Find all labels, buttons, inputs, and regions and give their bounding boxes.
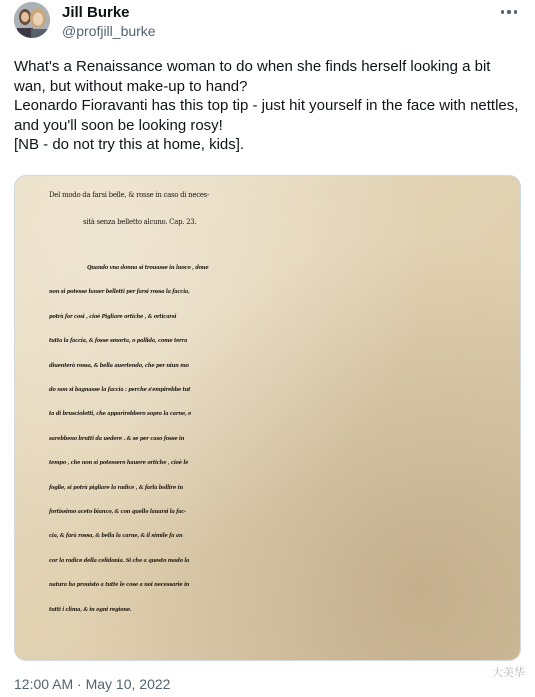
avatar-photo [14,2,50,38]
tweet-image[interactable] [14,175,521,661]
page-body-line: Quando vna donna si trouasse in luoco , doue [87,265,209,271]
more-options-icon[interactable] [497,2,521,22]
page-body-line: potrà far cosi , cioè Pigliare ortiche , & orticarsi [49,313,177,320]
page-body-line: diuenterà rossa, & bella auertendo, che per niun mo [49,362,189,369]
page-body-line: non si potesse hauer belletti per farsi rossa la faccia, [49,289,190,296]
page-body-line: do non si bagnasse la faccia : perche s'empirebbe tut [49,387,191,394]
page-body-line: tempo , che non si potessero hauere ortiche , cioè le [49,460,189,467]
tweet-timestamp[interactable]: 12:00 AM · May 10, 2022 [14,676,171,692]
tweet-line: [NB - do not try this at home, kids]. [14,136,245,153]
page-body-line: tutti i clima, & in ogni regione. [49,606,132,613]
page-body-line: tutta la faccia, & fosse smorta, o pallida, come terra [49,338,188,345]
page-body-line: foglie, si potrà pigliare la radice , & farla bollire in [49,484,183,491]
bleed-through-text [99,238,509,248]
author-name[interactable]: Jill Burke [62,4,130,21]
page-heading-line: sità senza belletto alcuno. Cap. 23. [83,218,197,226]
author-handle[interactable]: @profjill_burke [62,23,156,39]
page-body-line: fortissimo aceto bianco, & con quello lauarsi la fac- [49,509,187,516]
watermark: 大美华 [492,666,525,679]
page-body-line: ta di bruscioletti, che apparirebbero sopra la carne, e [49,411,192,418]
avatar[interactable] [14,2,50,38]
page-body-line: sarebbeno brutti da uedere . & se per caso fosse in [49,435,185,442]
book-page-text [49,184,509,622]
page-body-line: cia, & farà rossa, & bella la carne, & il simile fa an [49,533,183,540]
tweet-line: What's a Renaissance woman to do when she finds herself looking a bit wan, but without make-up to hand? [14,58,491,95]
page-heading-line: Del modo da farsi belle, & rosse in caso di neces- [49,191,210,199]
tweet-text [14,57,524,155]
page-body-line: natura ha prouisto a tutte le cose a noi necessarie in [49,582,190,589]
tweet-line: Leonardo Fioravanti has this top tip - just hit yourself in the face with nettles, and you'll soon be looking rosy! [14,97,519,134]
page-body-line: cor la radice della celidonia. Si che a questo modo la [49,557,190,564]
